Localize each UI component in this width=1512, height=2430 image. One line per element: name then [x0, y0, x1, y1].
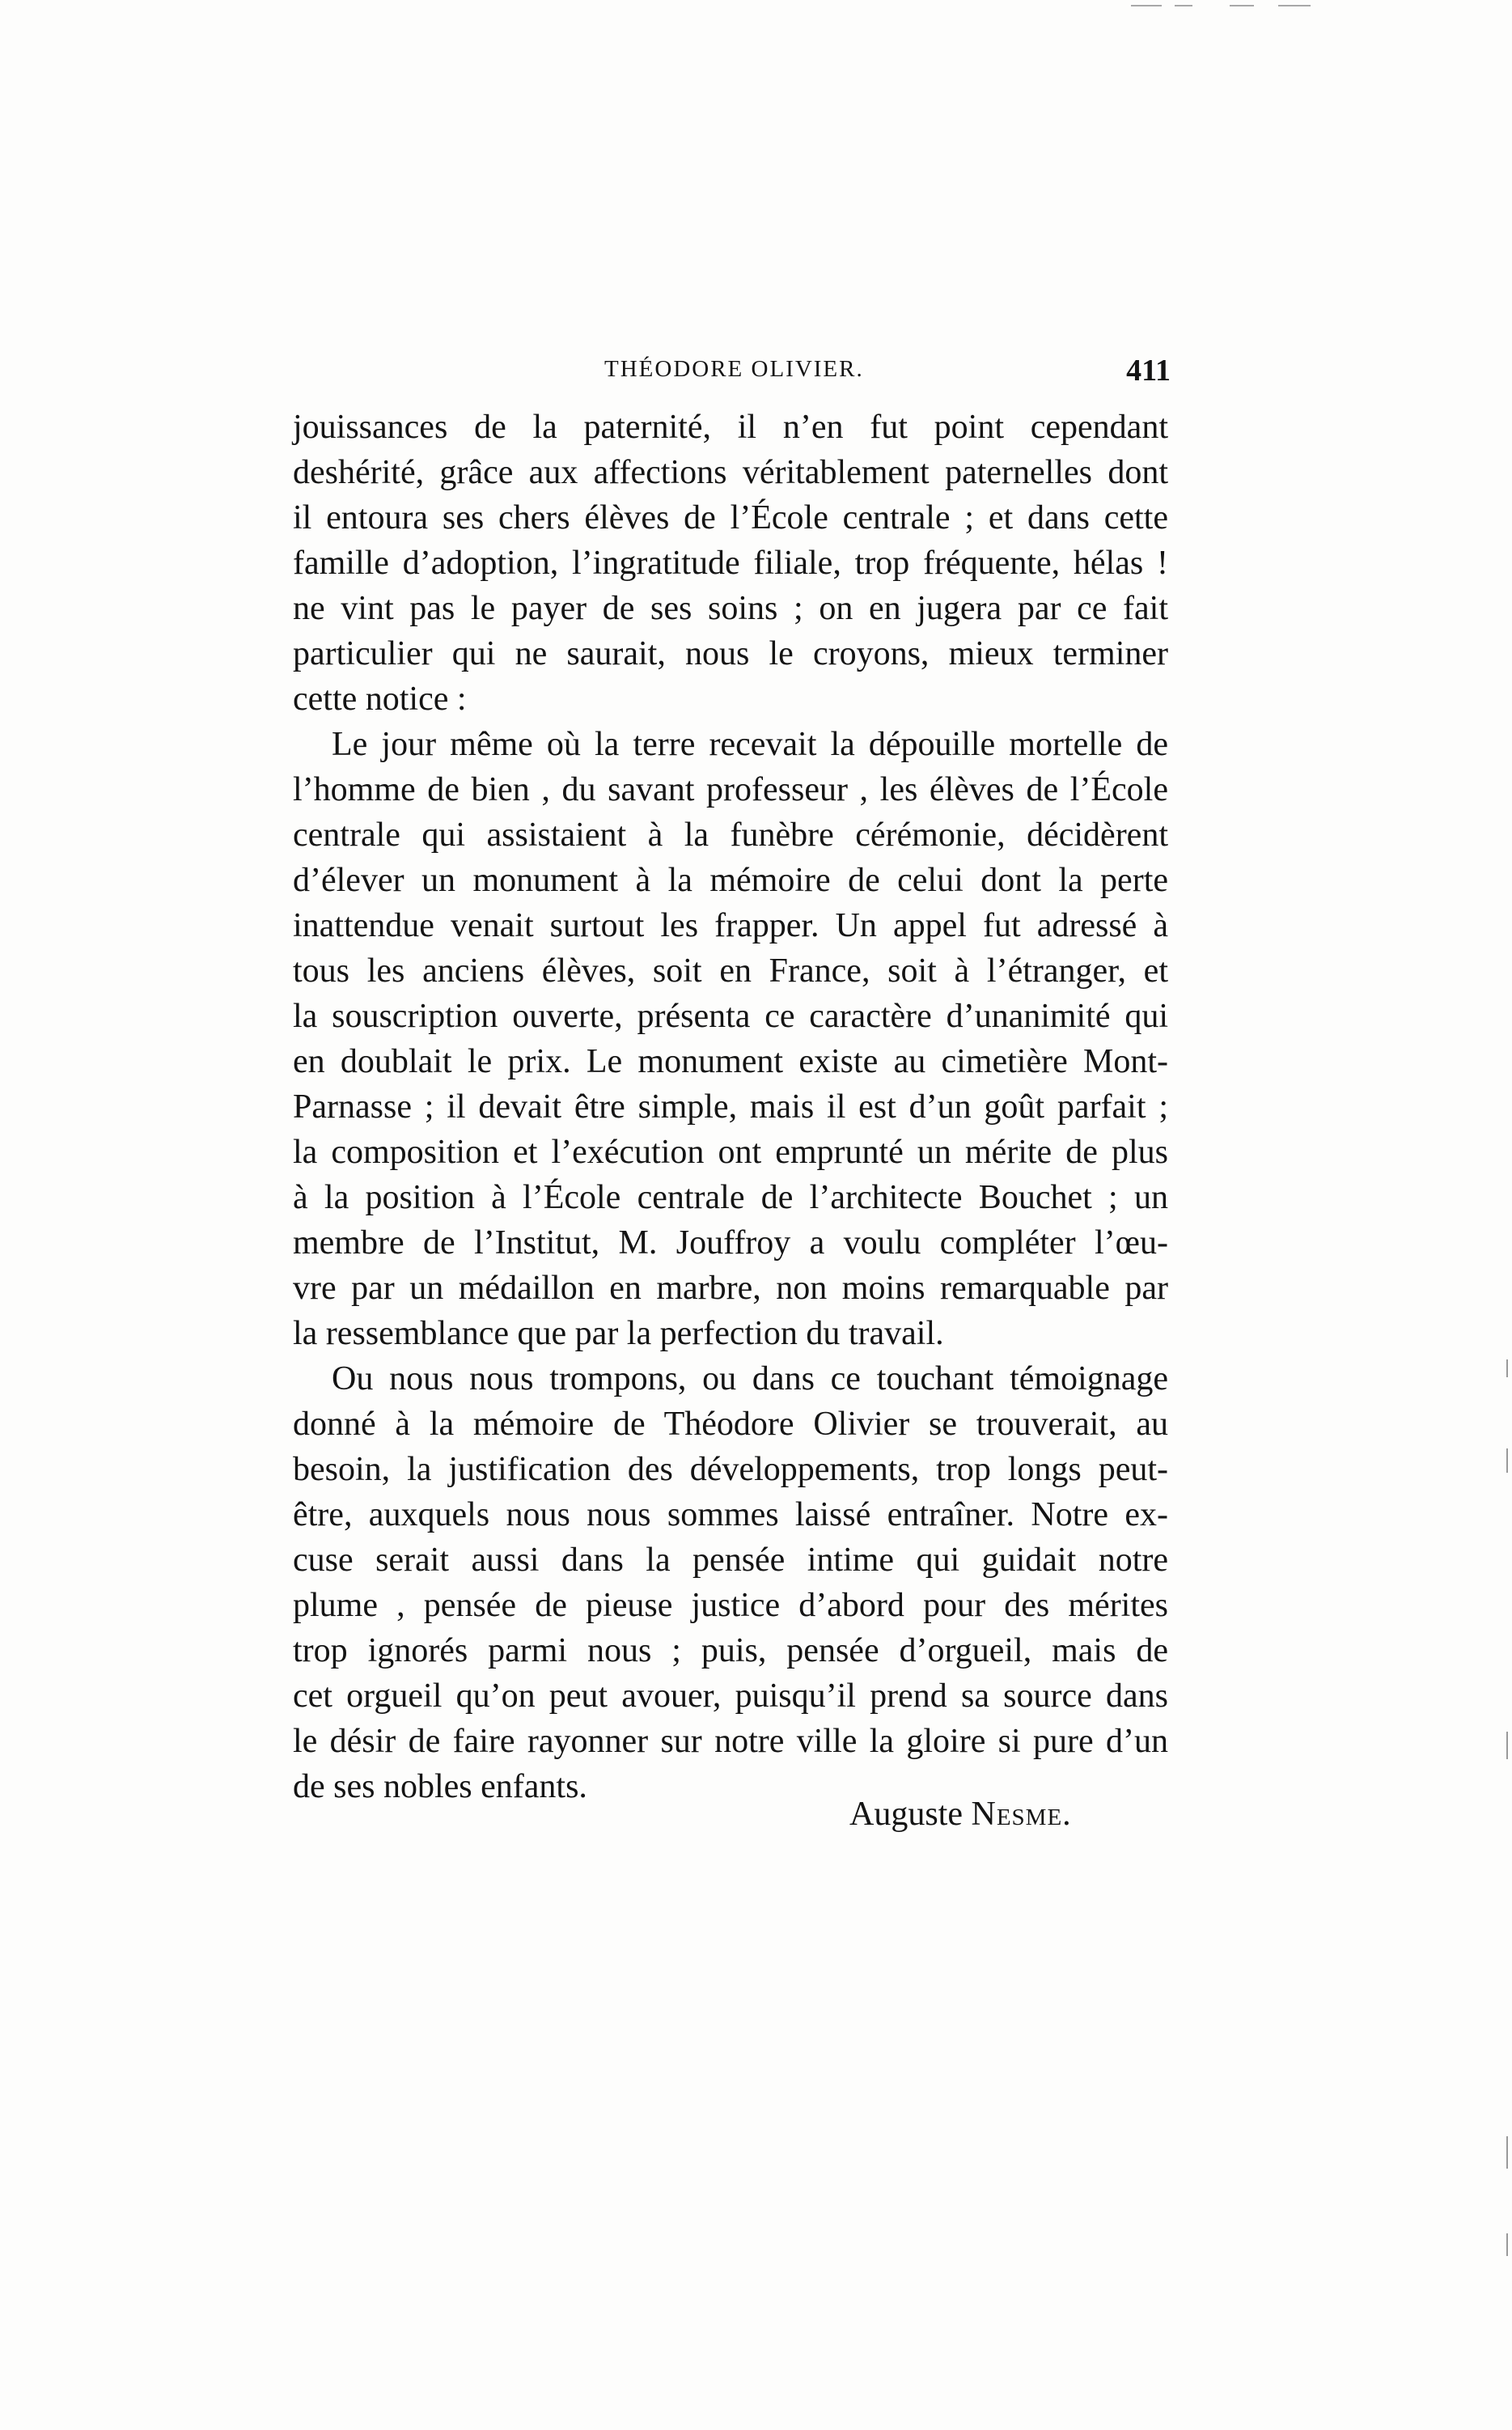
text-line: cette notice : — [293, 681, 467, 718]
text-line: centrale qui assistaient à la funèbre cérémonie, décidèrent — [293, 816, 1168, 854]
text-line: il entoura ses chers élèves de l’École centrale ; et dans cette — [293, 499, 1168, 536]
text-line: particulier qui ne saurait, nous le croyons, mieux terminer — [293, 635, 1168, 672]
text-line: deshérité, grâce aux affections véritablement paternelles dont — [293, 454, 1168, 491]
text-line: plume , pensée de pieuse justice d’abord pour des mérites — [293, 1587, 1168, 1624]
running-title: THÉODORE OLIVIER. — [604, 356, 864, 382]
scan-edge-mark — [1131, 5, 1162, 6]
scan-edge-mark — [1278, 5, 1311, 6]
body-text — [293, 405, 1168, 1809]
scan-edge-mark — [1506, 2233, 1508, 2256]
text-line: de ses nobles enfants. — [293, 1768, 587, 1805]
text-line: Ou nous nous trompons, ou dans ce touchant témoignage — [332, 1360, 1168, 1397]
text-line: l’homme de bien , du savant professeur , les élèves de l’École — [293, 771, 1168, 808]
scan-edge-mark — [1175, 5, 1192, 6]
text-line: tous les anciens élèves, soit en France, soit à l’étranger, et — [293, 952, 1168, 990]
text-line: la souscription ouverte, présenta ce caractère d’unanimité qui — [293, 998, 1168, 1035]
text-line: cet orgueil qu’on peut avouer, puisqu’il prend sa source dans — [293, 1677, 1168, 1715]
paragraph — [293, 405, 1168, 722]
text-line: cuse serait aussi dans la pensée intime qui guidait notre — [293, 1542, 1168, 1579]
text-line: ne vint pas le payer de ses soins ; on en jugera par ce fait — [293, 590, 1168, 627]
text-line: en doublait le prix. Le monument existe au cimetière Mont- — [293, 1043, 1168, 1080]
text-line: trop ignorés parmi nous ; puis, pensée d’orgueil, mais de — [293, 1632, 1168, 1669]
text-line: Parnasse ; il devait être simple, mais il est d’un goût parfait ; — [293, 1088, 1168, 1126]
text-line: vre par un médaillon en marbre, non moins remarquable par — [293, 1270, 1168, 1307]
text-line: le désir de faire rayonner sur notre ville la gloire si pure d’un — [293, 1723, 1168, 1760]
author-last-name: Nesme. — [971, 1796, 1072, 1833]
text-line: la composition et l’exécution ont emprunté un mérite de plus — [293, 1134, 1168, 1171]
text-line: être, auxquels nous nous sommes laissé entraîner. Notre ex- — [293, 1496, 1168, 1533]
author-first-name: Auguste — [849, 1796, 963, 1833]
text-line: d’élever un monument à la mémoire de celui dont la perte — [293, 862, 1168, 899]
text-line: donné à la mémoire de Théodore Olivier se trouverait, au — [293, 1406, 1168, 1443]
running-header — [287, 353, 1171, 393]
text-line: la ressemblance que par la perfection du travail. — [293, 1315, 944, 1352]
text-line: jouissances de la paternité, il n’en fut point cependant — [293, 409, 1168, 446]
paragraph — [293, 1356, 1168, 1809]
scan-edge-mark — [1506, 1732, 1508, 1759]
text-line: besoin, la justification des développements, trop longs peut- — [293, 1451, 1168, 1488]
text-line: à la position à l’École centrale de l’architecte Bouchet ; un — [293, 1179, 1168, 1216]
text-line: Le jour même où la terre recevait la dépouille mortelle de — [332, 726, 1168, 763]
paragraph — [293, 722, 1168, 1356]
text-line: inattendue venait surtout les frapper. Un appel fut adressé à — [293, 907, 1168, 944]
text-line: famille d’adoption, l’ingratitude filiale, trop fréquente, hélas ! — [293, 545, 1168, 582]
scan-edge-mark — [1230, 5, 1254, 6]
page-number: 411 — [1126, 354, 1171, 388]
scan-edge-mark — [1506, 1359, 1508, 1377]
scan-edge-mark — [1506, 2136, 1508, 2169]
author-signature — [849, 1795, 1072, 1834]
text-line: membre de l’Institut, M. Jouffroy a voulu compléter l’œu- — [293, 1224, 1168, 1262]
scan-edge-mark — [1506, 1448, 1508, 1473]
